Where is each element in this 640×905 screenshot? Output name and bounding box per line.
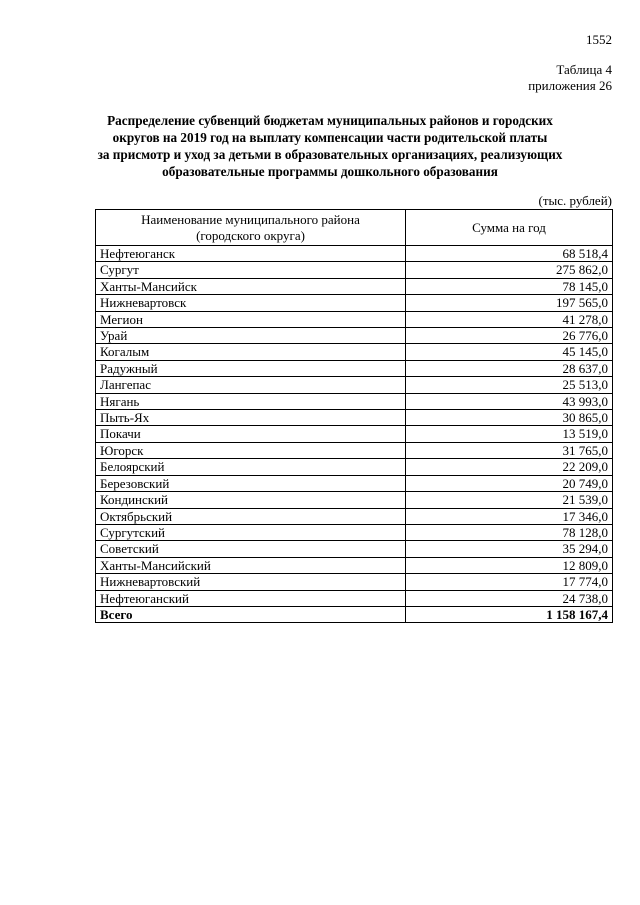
- municipality-name: Покачи: [96, 426, 406, 442]
- table-row: [96, 590, 613, 606]
- table-row: [96, 295, 613, 311]
- annual-sum: 25 513,0: [406, 377, 613, 393]
- table-row: [96, 574, 613, 590]
- municipality-name: Сургутский: [96, 524, 406, 540]
- municipality-name: Нягань: [96, 393, 406, 409]
- table-row: [96, 426, 613, 442]
- municipality-name: Березовский: [96, 475, 406, 491]
- table-row: [96, 377, 613, 393]
- municipality-name: Радужный: [96, 360, 406, 376]
- annual-sum: 22 209,0: [406, 459, 613, 475]
- total-row: [96, 606, 613, 622]
- municipality-name: Когалым: [96, 344, 406, 360]
- municipality-name: Нижневартовский: [96, 574, 406, 590]
- table-row: [96, 524, 613, 540]
- municipality-name: Октябрьский: [96, 508, 406, 524]
- municipality-name: Ханты-Мансийский: [96, 557, 406, 573]
- annual-sum: 21 539,0: [406, 492, 613, 508]
- table-row: [96, 442, 613, 458]
- municipality-name: Кондинский: [96, 492, 406, 508]
- annual-sum: 35 294,0: [406, 541, 613, 557]
- annual-sum: 45 145,0: [406, 344, 613, 360]
- table-caption-line: Таблица 4: [556, 62, 612, 77]
- title-line: образовательные программы дошкольного образования: [162, 164, 498, 179]
- table-caption: [528, 62, 612, 94]
- table-row: [96, 557, 613, 573]
- annual-sum: 31 765,0: [406, 442, 613, 458]
- annual-sum: 78 128,0: [406, 524, 613, 540]
- header-name: [96, 210, 406, 246]
- municipality-name: Нефтеюганский: [96, 590, 406, 606]
- title-line: округов на 2019 год на выплату компенсации части родительской платы: [112, 130, 548, 145]
- annual-sum: 12 809,0: [406, 557, 613, 573]
- municipality-name: Лангепас: [96, 377, 406, 393]
- municipality-name: Пыть-Ях: [96, 410, 406, 426]
- municipality-name: Белоярский: [96, 459, 406, 475]
- annual-sum: 13 519,0: [406, 426, 613, 442]
- table-caption-line: приложения 26: [528, 78, 612, 93]
- annual-sum: 197 565,0: [406, 295, 613, 311]
- table-row: [96, 475, 613, 491]
- title-line: Распределение субвенций бюджетам муниципальных районов и городских: [107, 113, 553, 128]
- annual-sum: 68 518,4: [406, 246, 613, 262]
- annual-sum: 275 862,0: [406, 262, 613, 278]
- table-row: [96, 246, 613, 262]
- header-name-line2: (городского округа): [196, 227, 305, 243]
- table-row: [96, 393, 613, 409]
- total-sum: 1 158 167,4: [406, 606, 613, 622]
- document-title: [60, 112, 600, 180]
- municipality-name: Ханты-Мансийск: [96, 278, 406, 294]
- annual-sum: 41 278,0: [406, 311, 613, 327]
- table-header-row: [96, 210, 613, 246]
- municipality-name: Урай: [96, 328, 406, 344]
- table-row: [96, 262, 613, 278]
- table-row: [96, 410, 613, 426]
- annual-sum: 17 346,0: [406, 508, 613, 524]
- header-name-line1: Наименование муниципального района: [141, 212, 360, 228]
- table-row: [96, 360, 613, 376]
- municipality-name: Нефтеюганск: [96, 246, 406, 262]
- municipality-name: Нижневартовск: [96, 295, 406, 311]
- annual-sum: 24 738,0: [406, 590, 613, 606]
- table-row: [96, 459, 613, 475]
- header-sum: Сумма на год: [406, 210, 613, 246]
- annual-sum: 78 145,0: [406, 278, 613, 294]
- table-row: [96, 328, 613, 344]
- municipality-name: Сургут: [96, 262, 406, 278]
- annual-sum: 20 749,0: [406, 475, 613, 491]
- table-body: [96, 246, 613, 623]
- municipality-name: Югорск: [96, 442, 406, 458]
- subsidy-table: [95, 209, 613, 623]
- table-row: [96, 344, 613, 360]
- table-row: [96, 278, 613, 294]
- table-row: [96, 492, 613, 508]
- municipality-name: Мегион: [96, 311, 406, 327]
- annual-sum: 30 865,0: [406, 410, 613, 426]
- units-note: (тыс. рублей): [538, 193, 612, 208]
- table-row: [96, 508, 613, 524]
- annual-sum: 26 776,0: [406, 328, 613, 344]
- municipality-name: Советский: [96, 541, 406, 557]
- annual-sum: 43 993,0: [406, 393, 613, 409]
- total-label: Всего: [96, 606, 406, 622]
- annual-sum: 17 774,0: [406, 574, 613, 590]
- table-row: [96, 311, 613, 327]
- annual-sum: 28 637,0: [406, 360, 613, 376]
- page-number: 1552: [586, 32, 612, 47]
- table-row: [96, 541, 613, 557]
- title-line: за присмотр и уход за детьми в образовательных организациях, реализующих: [97, 147, 563, 162]
